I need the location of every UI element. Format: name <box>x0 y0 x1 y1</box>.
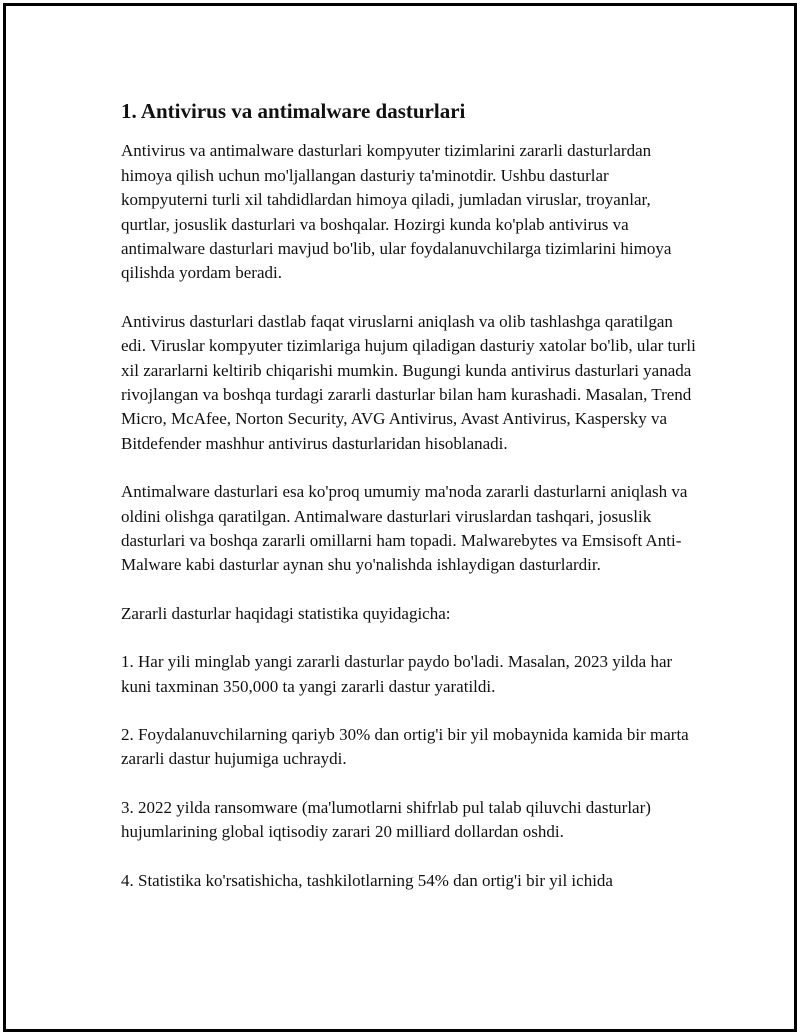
section-heading: 1. Antivirus va antimalware dasturlari <box>121 99 466 123</box>
paragraph-statistics-intro: Zararli dasturlar haqidagi statistika quyidagicha: <box>121 603 451 623</box>
document-body <box>121 98 696 917</box>
statistic-item-2: 2. Foydalanuvchilarning qariyb 30% dan ortig'i bir yil mobaynida kamida bir marta zararli dastur hujumiga uchraydi. <box>121 725 689 769</box>
paragraph-intro: Antivirus va antimalware dasturlari kompyuter tizimlarini zararli dasturlardan himoya qilish uchun mo'ljallangan dasturiy ta'minotdir. Ushbu dasturlar kompyuterni turli xil tahdidlardan himoya qiladi, jumladan viruslar, troyanlar, qurtlar, josuslik dasturlari va boshqalar. Hozirgi kunda ko'plab antivirus va antimalware dasturlari mavjud bo'lib, ular foydalanuvchilarga tizimlarini himoya qilishda yordam beradi. <box>121 141 672 283</box>
statistic-item-3: 3. 2022 yilda ransomware (ma'lumotlarni shifrlab pul talab qiluvchi dasturlar) hujumlarining global iqtisodiy zarari 20 milliard dollardan oshdi. <box>121 797 651 842</box>
page-frame <box>3 3 797 1032</box>
paragraph-antimalware: Antimalware dasturlari esa ko'proq umumiy ma'noda zararli dasturlarni aniqlash va oldini olishga qaratilgan. Antimalware dasturlari viruslardan tashqari, josuslik dasturlari va boshqa zararli omillarni ham topadi. Malwarebytes va Emsisoft Anti-Malware kabi dasturlar aynan shu yo'nalishda ishlaydigan dasturlardir. <box>121 482 688 575</box>
paragraph-antivirus: Antivirus dasturlari dastlab faqat viruslarni aniqlash va olib tashlashga qaratilgan edi. Viruslar kompyuter tizimlariga hujum qiladigan dasturiy xatolar bo'lib, ular turli xil zararlarni keltirib chiqarishi mumkin. Bugungi kunda antivirus dasturlari yanada rivojlangan va boshqa turdagi zararli dasturlar bilan ham kurashadi. Masalan, Trend Micro, McAfee, Norton Security, AVG Antivirus, Avast Antivirus, Kaspersky va Bitdefender mashhur antivirus dasturlaridan hisoblanadi. <box>121 311 696 453</box>
statistic-item-4: 4. Statistika ko'rsatishicha, tashkilotlarning 54% dan ortig'i bir yil ichida <box>121 870 613 890</box>
statistic-item-1: 1. Har yili minglab yangi zararli dasturlar paydo bo'ladi. Masalan, 2023 yilda har kuni taxminan 350,000 ta yangi zararli dastur yaratildi. <box>121 652 673 696</box>
